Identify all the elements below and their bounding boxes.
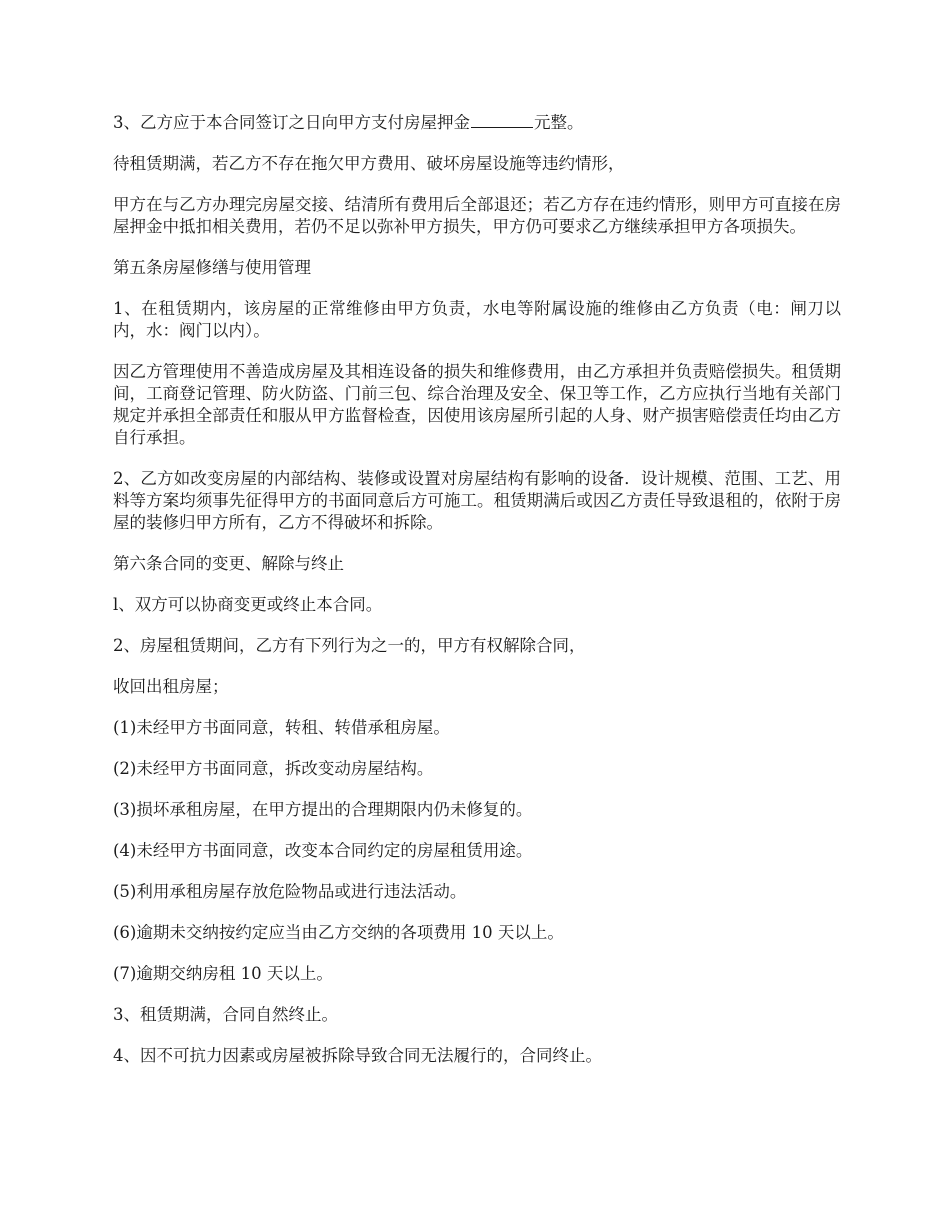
paragraph: 2、乙方如改变房屋的内部结构、装修或设置对房屋结构有影响的设备．设计规模、范围、工艺、用料等方案均须事先征得甲方的书面同意后方可施工。租赁期满后或因乙方责任导致退租的，依附于房屋的装修归甲方所有，乙方不得破坏和拆除。 [113,469,841,532]
paragraph: 待租赁期满，若乙方不存在拖欠甲方费用、破坏房屋设施等违约情形， [113,154,625,173]
deposit-text-after: 元整。 [534,113,584,132]
paragraph: 4、因不可抗力因素或房屋被拆除导致合同无法履行的，合同终止。 [113,1046,602,1065]
list-item: (5)利用承租房屋存放危险物品或进行违法活动。 [113,882,467,901]
list-item: (2)未经甲方书面同意，拆改变动房屋结构。 [113,759,434,778]
section-heading-article-5: 第五条房屋修缮与使用管理 [113,258,311,277]
paragraph: 3、租赁期满，合同自然终止。 [113,1005,338,1024]
document-body [113,112,841,1086]
list-item: (3)损坏承租房屋，在甲方提出的合理期限内仍未修复的。 [113,800,533,819]
paragraph: 甲方在与乙方办理完房屋交接、结清所有费用后全部退还；若乙方存在违约情形，则甲方可直接在房屋押金中抵扣相关费用，若仍不足以弥补甲方损失，甲方仍可要求乙方继续承担甲方各项损失。 [113,195,841,236]
paragraph: l、双方可以协商变更或终止本合同。 [113,595,383,614]
paragraph: 因乙方管理使用不善造成房屋及其相连设备的损失和维修费用，由乙方承担并负责赔偿损失。租赁期间，工商登记管理、防火防盗、门前三包、综合治理及安全、保卫等工作，乙方应执行当地有关部门规定并承担全部责任和服从甲方监督检查，因使用该房屋所引起的人身、财产损害赔偿责任均由乙方自行承担。 [113,362,841,447]
paragraph: 收回出租房屋； [113,677,229,696]
deposit-amount-blank [471,112,533,128]
section-heading-article-6: 第六条合同的变更、解除与终止 [113,554,344,573]
deposit-text-before: 3、乙方应于本合同签订之日向甲方支付房屋押金 [113,113,470,132]
paragraph-deposit [113,112,841,134]
list-item: (4)未经甲方书面同意，改变本合同约定的房屋租赁用途。 [113,841,533,860]
paragraph: 1、在租赁期内，该房屋的正常维修由甲方负责，水电等附属设施的维修由乙方负责（电：闸刀以内，水：阀门以内）。 [113,299,841,340]
paragraph: 2、房屋租赁期间，乙方有下列行为之一的，甲方有权解除合同， [113,636,586,655]
list-item: (6)逾期未交纳按约定应当由乙方交纳的各项费用 10 天以上。 [113,923,564,942]
list-item: (1)未经甲方书面同意，转租、转借承租房屋。 [113,718,450,737]
list-item: (7)逾期交纳房租 10 天以上。 [113,964,333,983]
